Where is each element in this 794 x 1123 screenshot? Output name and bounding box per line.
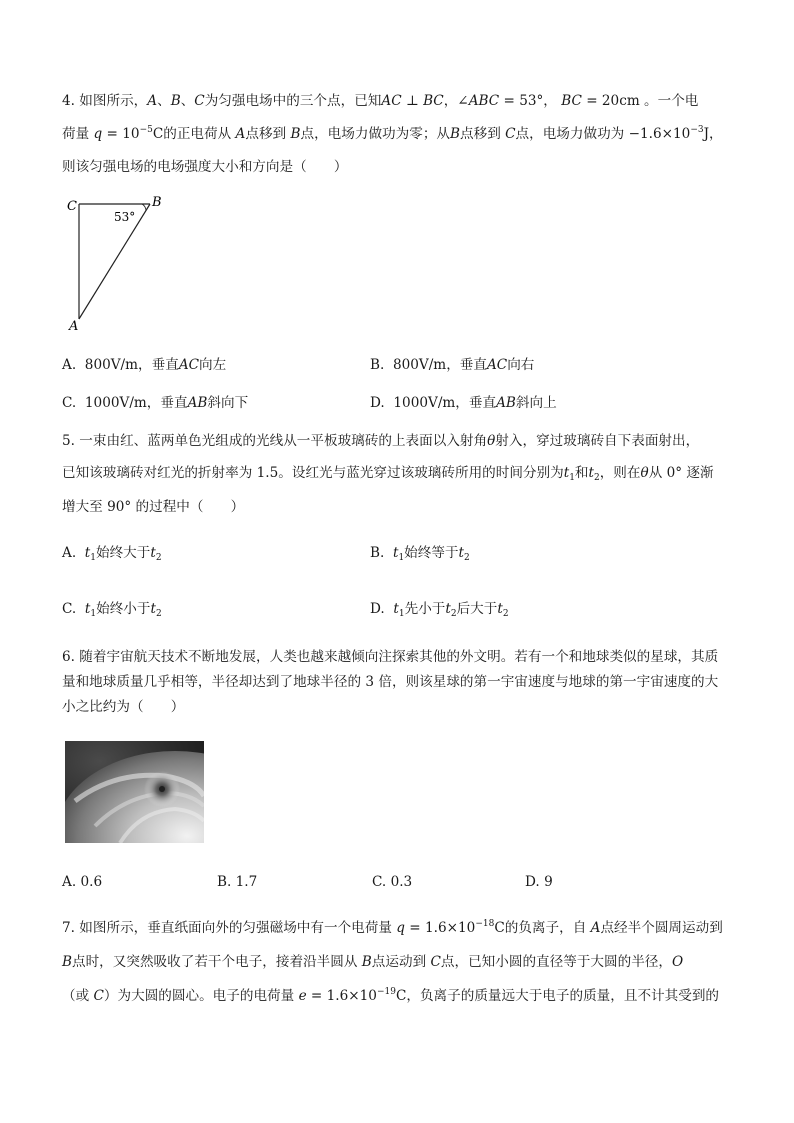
label-B: B [152, 195, 162, 210]
q5-option-d[interactable]: D. $t_1$先小于$t_2$后大于$t_2$ [370, 601, 509, 619]
q7-stem-line-1: 7. 如图所示，垂直纸面向外的匀强磁场中有一个电荷量 $q = 1.6\times 10^{-18}C$的负离子，自 A点经半个圆周运动到 [62, 919, 723, 936]
q4-triangle-figure [62, 192, 172, 337]
q5-option-c[interactable]: C. $t_1$始终小于$t_2$ [62, 601, 162, 619]
q6-planet-photo [65, 741, 204, 843]
q6-stem-line-2: 量和地球质量几乎相等，半径却达到了地球半径的 3 倍，则该星球的第一宇宙速度与地球的第一宇宙速度的大 [62, 674, 719, 690]
q7-stem-line-3: （或 C）为大圆的圆心。电子的电荷量 $e = 1.6\times 10^{-19}C$，负离子的质量远大于电子的质量，且不计其受到的 [62, 987, 720, 1004]
q6-stem-line-3: 小之比约为（ ） [62, 699, 185, 715]
q6-option-b[interactable]: B. 1.7 [217, 874, 258, 890]
label-C: C [67, 199, 77, 214]
q4-stem-line-3: 则该匀强电场的电场强度大小和方向是（ ） [62, 159, 348, 175]
q5-stem-line-2: 已知该玻璃砖对红光的折射率为 1.5。设红光与蓝光穿过该玻璃砖所用的时间分别为$t_1$和$t_2$，则在θ从 0° 逐渐 [62, 465, 714, 483]
q6-stem-line-1: 6. 随着宇宙航天技术不断地发展，人类也越来越倾向注探索其他的外文明。若有一个和地球类似的星球，其质 [62, 649, 719, 665]
q6-option-d[interactable]: D. 9 [525, 874, 553, 890]
q6-option-c[interactable]: C. 0.3 [372, 874, 413, 890]
label-A: A [69, 319, 79, 334]
q4-option-d[interactable]: D. 1000V/m，垂直AB斜向上 [370, 395, 557, 411]
q7-stem-line-2: B点时，又突然吸收了若干个电子，接着沿半圆从 B点运动到 C点，已知小圆的直径等于大圆的半径，O [62, 954, 684, 970]
q4-stem-line-1: 4. 如图所示，A、B、C为匀强电场中的三个点，已知AC ⊥ BC，∠ABC = 53°， BC = 20cm 。一个电 [62, 93, 699, 109]
q5-option-a[interactable]: A. $t_1$始终大于$t_2$ [62, 545, 162, 563]
q5-option-b[interactable]: B. $t_1$始终等于$t_2$ [370, 545, 470, 563]
q4-option-a[interactable]: A. 800V/m，垂直AC向左 [62, 357, 227, 373]
q4-stem-line-2: 荷量 $q = 10^{-5}C$的正电荷从 A点移到 B点，电场力做功为零；从B点移到 C点，电场力做功为 $-1.6\times 10^{-3}J$， [62, 125, 723, 142]
q4-option-c[interactable]: C. 1000V/m，垂直AB斜向下 [62, 395, 249, 411]
angle-label: 53° [114, 210, 136, 224]
q6-option-a[interactable]: A. 0.6 [62, 874, 103, 890]
q5-stem-line-3: 增大至 90° 的过程中（ ） [62, 499, 245, 515]
angle-arc [142, 204, 146, 211]
q4-option-b[interactable]: B. 800V/m，垂直AC向右 [370, 357, 535, 373]
q5-stem-line-1: 5. 一束由红、蓝两单色光组成的光线从一平板玻璃砖的上表面以入射角θ射入，穿过玻璃砖自下表面射出， [62, 433, 700, 449]
